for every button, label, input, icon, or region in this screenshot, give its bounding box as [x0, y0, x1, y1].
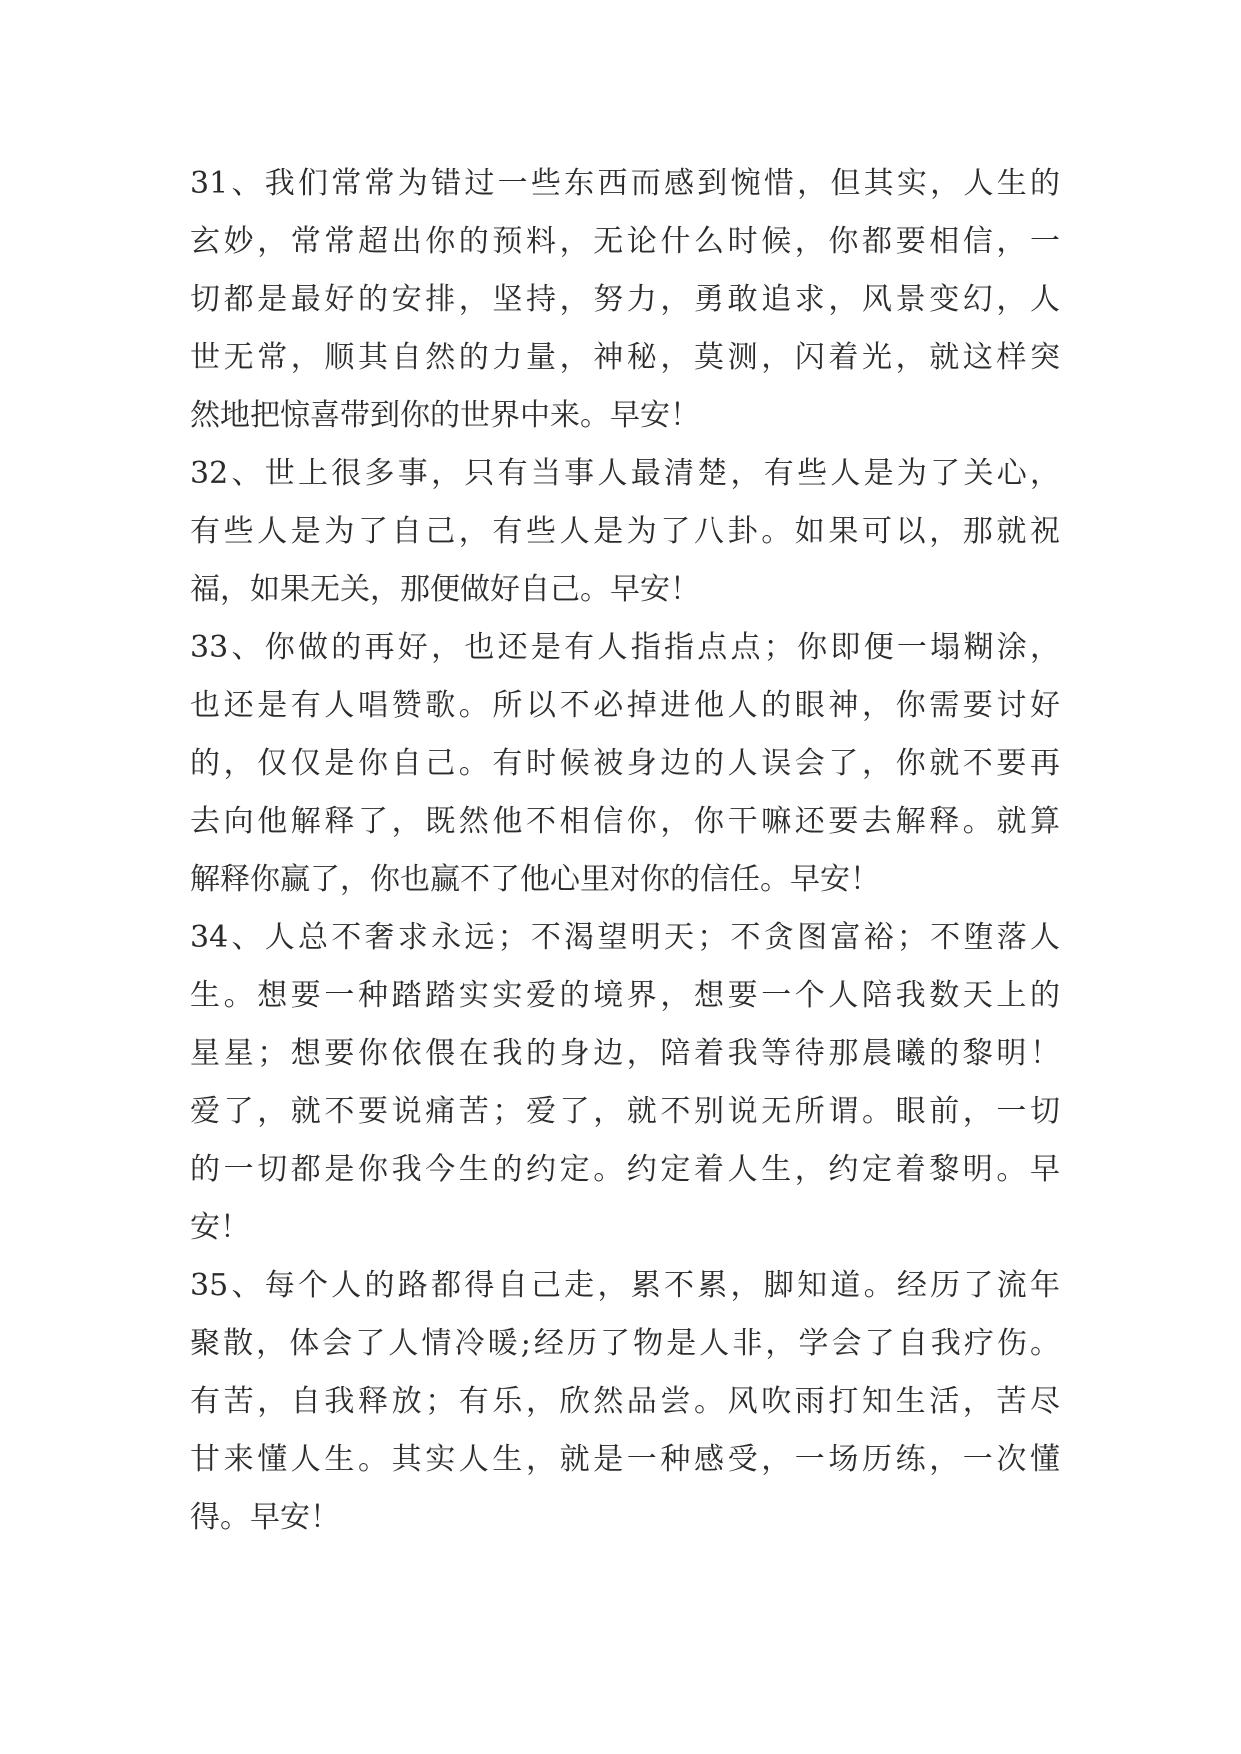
paragraph-32-line-2: 有些人是为了自己，有些人是为了八卦。如果可以，那就祝	[190, 514, 1060, 549]
paragraph-35-line-4: 甘来懂人生。其实人生，就是一种感受，一场历练，一次懂	[190, 1442, 1060, 1477]
paragraph-34-line-3: 星星；想要你依偎在我的身边，陪着我等待那晨曦的黎明！	[190, 1036, 1060, 1071]
paragraph-34-line-5: 的一切都是你我今生的约定。约定着人生，约定着黎明。早	[190, 1152, 1060, 1187]
paragraph-34-line-6: 安！	[190, 1210, 250, 1245]
paragraph-32-line-3: 福，如果无关，那便做好自己。早安！	[190, 572, 700, 607]
paragraph-35-line-1: 35、每个人的路都得自己走，累不累，脚知道。经历了流年	[190, 1268, 1060, 1303]
paragraph-31-line-5: 然地把惊喜带到你的世界中来。早安！	[190, 398, 700, 433]
paragraph-33-line-2: 也还是有人唱赞歌。所以不必掉进他人的眼神，你需要讨好	[190, 688, 1060, 723]
paragraph-31-line-1: 31、我们常常为错过一些东西而感到惋惜，但其实，人生的	[190, 166, 1060, 201]
paragraph-34-line-4: 爱了，就不要说痛苦；爱了，就不别说无所谓。眼前，一切	[190, 1094, 1060, 1129]
document-body	[190, 155, 1060, 1547]
paragraph-35-line-5: 得。早安！	[190, 1500, 340, 1535]
paragraph-33-line-4: 去向他解释了，既然他不相信你，你干嘛还要去解释。就算	[190, 804, 1060, 839]
paragraph-35-line-3: 有苦，自我释放；有乐，欣然品尝。风吹雨打知生活，苦尽	[190, 1384, 1060, 1419]
paragraph-31-line-4: 世无常，顺其自然的力量，神秘，莫测，闪着光，就这样突	[190, 340, 1060, 375]
paragraph-32-line-1: 32、世上很多事，只有当事人最清楚，有些人是为了关心，	[190, 456, 1060, 491]
paragraph-34-line-1: 34、人总不奢求永远；不渴望明天；不贪图富裕；不堕落人	[190, 920, 1060, 955]
paragraph-34-line-2: 生。想要一种踏踏实实爱的境界，想要一个人陪我数天上的	[190, 978, 1060, 1013]
paragraph-33-line-3: 的，仅仅是你自己。有时候被身边的人误会了，你就不要再	[190, 746, 1060, 781]
paragraph-31-line-3: 切都是最好的安排，坚持，努力，勇敢追求，风景变幻，人	[190, 282, 1060, 317]
paragraph-31-line-2: 玄妙，常常超出你的预料，无论什么时候，你都要相信，一	[190, 224, 1060, 259]
paragraph-33-line-1: 33、你做的再好，也还是有人指指点点；你即便一塌糊涂，	[190, 630, 1060, 665]
paragraph-33-line-5: 解释你赢了，你也赢不了他心里对你的信任。早安！	[190, 862, 880, 897]
paragraph-35-line-2: 聚散，体会了人情冷暖;经历了物是人非，学会了自我疗伤。	[190, 1326, 1060, 1361]
